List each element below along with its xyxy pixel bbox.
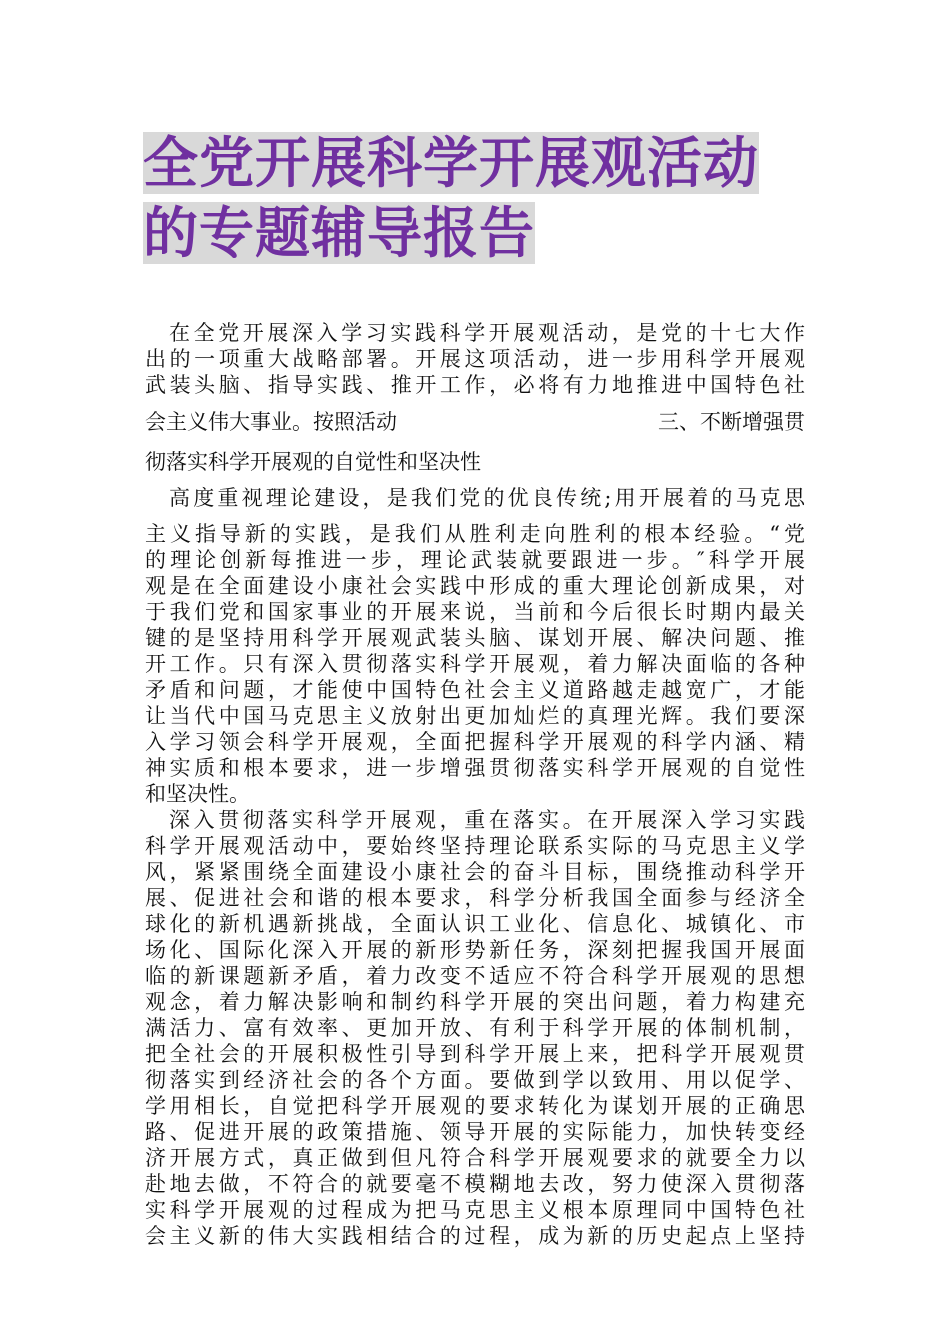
- para2-line: 球化的新机遇新挑战，全面认识工业化、信息化、城镇化、市: [145, 912, 805, 936]
- para2-line: 彻落实到经济社会的各个方面。要做到学以致用、用以促学、: [145, 1068, 805, 1092]
- para2-line: 场化、国际化深入开展的新形势新任务，深刻把握我国开展面: [145, 938, 805, 962]
- para2-line: 观念，着力解决影响和制约科学开展的突出问题，着力构建充: [145, 990, 805, 1014]
- intro-line-4-right: 三、不断增强贯: [658, 410, 805, 434]
- para1-line: 键的是坚持用科学开展观武装头脑、谋划开展、解决问题、推: [145, 626, 805, 650]
- para2-line: 学用相长，自觉把科学开展观的要求转化为谋划开展的正确思: [145, 1094, 805, 1118]
- para1-line: 开工作。只有深入贯彻落实科学开展观，着力解决面临的各种: [145, 652, 805, 676]
- para1-line: 神实质和根本要求，进一步增强贯彻落实科学开展观的自觉性: [145, 756, 805, 780]
- para2-line: 展、促进社会和谐的根本要求，科学分析我国全面参与经济全: [145, 886, 805, 910]
- intro-line-4-left: 会主义伟大事业。按照活动: [145, 410, 397, 434]
- para2-line: 满活力、富有效率、更加开放、有利于科学开展的体制机制，: [145, 1016, 805, 1040]
- para1-line: 让当代中国马克思主义放射出更加灿烂的真理光辉。我们要深: [145, 704, 805, 728]
- para1-line: 和坚决性。: [145, 782, 250, 806]
- intro-line-4: [145, 409, 805, 435]
- para2-line: 把全社会的开展积极性引导到科学开展上来，把科学开展观贯: [145, 1042, 805, 1066]
- intro-line-1: 在全党开展深入学习实践科学开展观活动，是党的十七大作: [169, 321, 805, 345]
- intro-line-2: 出的一项重大战略部署。开展这项活动，进一步用科学开展观: [145, 347, 805, 371]
- para2-line: 科学开展观活动中，要始终坚持理论联系实际的马克思主义学: [145, 834, 805, 858]
- section-heading: 彻落实科学开展观的自觉性和坚决性: [145, 450, 481, 474]
- para1-line: 主义指导新的实践，是我们从胜利走向胜利的根本经验。“党: [145, 522, 805, 546]
- para2-line: 临的新课题新矛盾，着力改变不适应不符合科学开展观的思想: [145, 964, 805, 988]
- para2-line: 路、促进开展的政策措施、领导开展的实际能力，加快转变经: [145, 1120, 805, 1144]
- para1-line: 入学习领会科学开展观，全面把握科学开展观的科学内涵、精: [145, 730, 805, 754]
- para2-line: 实科学开展观的过程成为把马克思主义根本原理同中国特色社: [145, 1198, 805, 1222]
- para2-line: 会主义新的伟大实践相结合的过程，成为新的历史起点上坚持: [145, 1224, 805, 1248]
- para2-line: 风，紧紧围绕全面建设小康社会的奋斗目标，围绕推动科学开: [145, 860, 805, 884]
- para1-line: 的理论创新每推进一步，理论武装就要跟进一步。″科学开展: [145, 548, 805, 572]
- para1-line: 观是在全面建设小康社会实践中形成的重大理论创新成果，对: [145, 574, 805, 598]
- intro-line-3: 武装头脑、指导实践、推开工作，必将有力地推进中国特色社: [145, 373, 805, 397]
- para2-line: 深入贯彻落实科学开展观，重在落实。在开展深入学习实践: [169, 808, 805, 832]
- para1-line: 高度重视理论建设，是我们党的优良传统;用开展着的马克思: [169, 486, 805, 510]
- para2-line: 济开展方式，真正做到但凡符合科学开展观要求的就要全力以: [145, 1146, 805, 1170]
- para1-line: 于我们党和国家事业的开展来说，当前和今后很长时期内最关: [145, 600, 805, 624]
- title-line-2: 的专题辅导报告: [143, 201, 536, 265]
- para1-line: 矛盾和问题，才能使中国特色社会主义道路越走越宽广，才能: [145, 678, 805, 702]
- title-line-1: 全党开展科学开展观活动: [143, 131, 760, 195]
- para2-line: 赴地去做，不符合的就要毫不模糊地去改，努力使深入贯彻落: [145, 1172, 805, 1196]
